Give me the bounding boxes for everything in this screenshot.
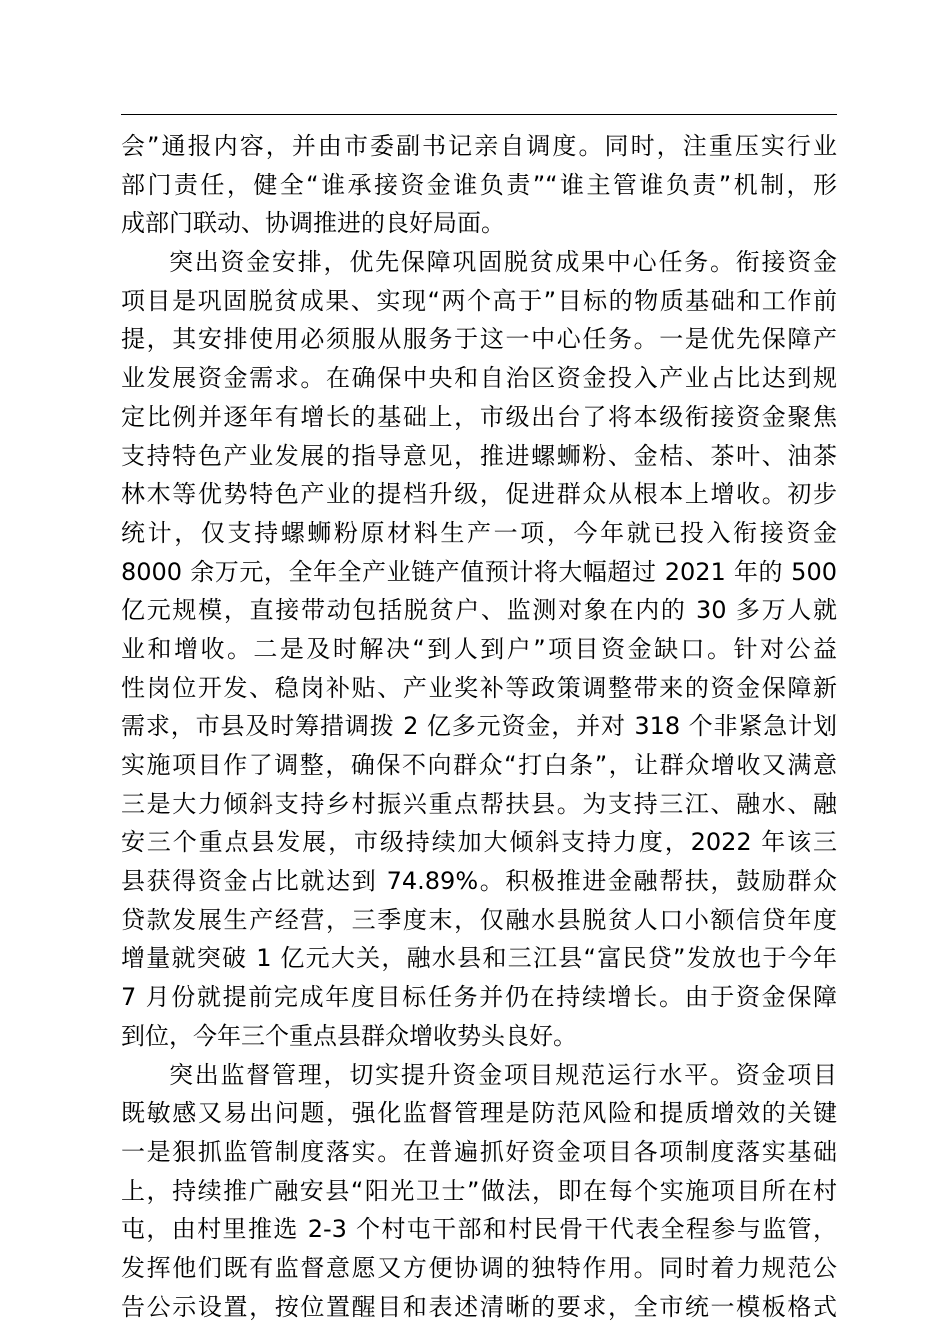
text-line: 性岗位开发、稳岗补贴、产业奖补等政策调整带来的资金保障新 [121, 673, 837, 702]
text-line: 提，其安排使用必须服从服务于这一中心任务。一是优先保障产 [121, 325, 837, 354]
text-line: 突出监督管理，切实提升资金项目规范运行水平。资金项目 [169, 1060, 837, 1089]
text-line: 上，持续推广融安县“阳光卫士”做法，即在每个实施项目所在村 [121, 1176, 837, 1205]
text-line: 部门责任，健全“谁承接资金谁负责”“谁主管谁负责”机制，形 [121, 170, 837, 199]
text-line: 实施项目作了调整，确保不向群众“打白条”，让群众增收又满意 [121, 751, 837, 779]
text-line: 需求，市县及时筹措调拨 2 亿多元资金，并对 318 个非紧急计划 [121, 712, 837, 741]
text-line: 增量就突破 1 亿元大关，融水县和三江县“富民贷”发放也于今年 [121, 944, 837, 973]
text-line: 突出资金安排，优先保障巩固脱贫成果中心任务。衔接资金 [169, 248, 837, 277]
text-line: 一是狠抓监管制度落实。在普遍抓好资金项目各项制度落实基础 [121, 1137, 837, 1166]
header-rule [121, 114, 837, 115]
text-line: 县获得资金占比就达到 74.89%。积极推进金融帮扶，鼓励群众 [121, 867, 837, 896]
text-line: 三是大力倾斜支持乡村振兴重点帮扶县。为支持三江、融水、融 [121, 789, 837, 818]
text-line: 屯，由村里推选 2-3 个村屯干部和村民骨干代表全程参与监管， [121, 1215, 837, 1244]
text-line: 项目是巩固脱贫成果、实现“两个高于”目标的物质基础和工作前 [121, 286, 837, 315]
paragraph [121, 243, 837, 1055]
text-line: 发挥他们既有监督意愿又方便协调的独特作用。同时着力规范公 [121, 1253, 837, 1282]
paragraph [121, 127, 837, 243]
text-line: 统计，仅支持螺蛳粉原材料生产一项，今年就已投入衔接资金 [121, 518, 837, 547]
text-line: 会”通报内容，并由市委副书记亲自调度。同时，注重压实行业 [121, 132, 837, 160]
text-line: 定比例并逐年有增长的基础上，市级出台了将本级衔接资金聚焦 [121, 402, 837, 431]
text-line: 8000 余万元，全年全产业链产值预计将大幅超过 2021 年的 500 [121, 557, 837, 586]
text-line: 贷款发展生产经营，三季度末，仅融水县脱贫人口小额信贷年度 [121, 905, 837, 934]
text-line: 告公示设置，按位置醒目和表述清晰的要求，全市统一模板格式 [121, 1292, 837, 1321]
text-line: 既敏感又易出问题，强化监督管理是防范风险和提质增效的关键 [121, 1099, 837, 1128]
paragraph [121, 1056, 837, 1327]
text-line: 业和增收。二是及时解决“到人到户”项目资金缺口。针对公益 [121, 634, 837, 663]
text-line: 成部门联动、协调推进的良好局面。 [121, 209, 505, 238]
text-line: 到位，今年三个重点县群众增收势头良好。 [121, 1021, 577, 1050]
text-line: 安三个重点县发展，市级持续加大倾斜支持力度，2022 年该三 [121, 828, 837, 857]
text-line: 支持特色产业发展的指导意见，推进螺蛳粉、金桔、茶叶、油茶 [121, 441, 837, 470]
text-line: 林木等优势特色产业的提档升级，促进群众从根本上增收。初步 [121, 480, 837, 509]
text-line: 亿元规模，直接带动包括脱贫户、监测对象在内的 30 多万人就 [121, 596, 837, 625]
body-text [121, 127, 837, 1326]
text-line: 7 月份就提前完成年度目标任务并仍在持续增长。由于资金保障 [121, 983, 837, 1012]
text-line: 业发展资金需求。在确保中央和自治区资金投入产业占比达到规 [121, 364, 837, 393]
